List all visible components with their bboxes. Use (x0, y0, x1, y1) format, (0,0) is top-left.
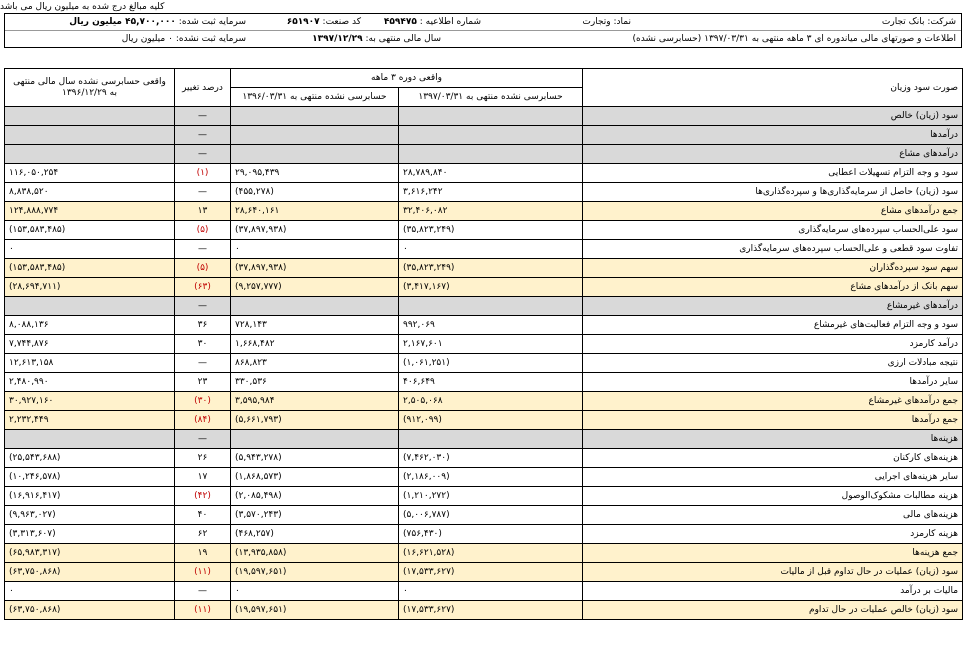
col-year-header: واقعی حسابرسی نشده سال مالی منتهی به ۱۳۹۶/۱۲/۲۹ (5, 69, 175, 107)
row-label: هزینه‌های کارکنان (583, 449, 963, 468)
change-percent: (۶۳) (175, 278, 231, 297)
fiscal-year-value: ۲,۲۳۲,۴۴۹ (5, 411, 175, 430)
current-period-value: ۳۲,۴۰۶,۰۸۲ (399, 202, 583, 221)
table-header-row (5, 69, 963, 88)
change-percent: — (175, 126, 231, 145)
table-row (5, 468, 963, 487)
company-name: بانک تجارت (881, 17, 925, 27)
fiscal-year-value: (۱۶,۹۱۶,۴۱۷) (5, 487, 175, 506)
previous-period-value: ۰ (231, 582, 399, 601)
current-period-value: (۱,۰۶۱,۲۵۱) (399, 354, 583, 373)
table-row (5, 373, 963, 392)
row-label: جمع درآمدهای غیرمشاع (583, 392, 963, 411)
table-row (5, 259, 963, 278)
table-row (5, 525, 963, 544)
income-statement-table (4, 68, 963, 620)
table-row (5, 221, 963, 240)
current-period-value: (۱۷,۵۳۳,۶۲۷) (399, 601, 583, 620)
row-label: سود (زیان) خالص عملیات در حال تداوم (583, 601, 963, 620)
description-cell (446, 31, 961, 47)
previous-period-value: ۸۶۸,۸۲۳ (231, 354, 399, 373)
change-percent: — (175, 107, 231, 126)
previous-period-value: (۵,۶۶۱,۷۹۳) (231, 411, 399, 430)
current-period-value (399, 145, 583, 164)
table-body (5, 107, 963, 620)
previous-period-value: (۴۶۸,۲۵۷) (231, 525, 399, 544)
change-percent: ۱۳ (175, 202, 231, 221)
fiscal-year-value: (۶۳,۷۵۰,۸۶۸) (5, 563, 175, 582)
current-period-value: ۰ (399, 582, 583, 601)
row-label: سایر درآمدها (583, 373, 963, 392)
row-label: هزینه‌ها (583, 430, 963, 449)
change-percent: (۱) (175, 164, 231, 183)
previous-period-value (231, 145, 399, 164)
change-percent: ۲۳ (175, 373, 231, 392)
current-period-value: ۲۸,۷۸۹,۸۴۰ (399, 164, 583, 183)
table-row (5, 411, 963, 430)
current-period-value: (۲,۱۸۶,۰۰۹) (399, 468, 583, 487)
fiscal-year-value: ۱۳۹۷/۱۲/۲۹ (312, 34, 363, 44)
table-row (5, 430, 963, 449)
previous-period-value: (۳۷,۸۹۷,۹۳۸) (231, 259, 399, 278)
units-note: کلیه مبالغ درج شده به میلیون ریال می باشد (0, 2, 165, 12)
table-row (5, 563, 963, 582)
current-period-value (399, 126, 583, 145)
industry-value: ۶۵۱۹۰۷ (286, 17, 320, 27)
table-row (5, 278, 963, 297)
table-row (5, 183, 963, 202)
fiscal-year-value: ۸,۸۳۸,۵۲۰ (5, 183, 175, 202)
current-period-value: ۴۰۶,۶۴۹ (399, 373, 583, 392)
notice-label: شماره اطلاعیه : (419, 17, 481, 27)
change-percent: (۱۱) (175, 563, 231, 582)
previous-period-value: ۰ (231, 240, 399, 259)
fiscal-year-value (5, 107, 175, 126)
unregistered-capital-cell (5, 31, 251, 47)
row-label: هزینه کارمزد (583, 525, 963, 544)
change-percent: — (175, 582, 231, 601)
change-percent: ۶۲ (175, 525, 231, 544)
change-percent: ۳۶ (175, 316, 231, 335)
previous-period-value: ۱,۶۶۸,۴۸۲ (231, 335, 399, 354)
current-period-value: (۳۵,۸۲۳,۲۴۹) (399, 259, 583, 278)
current-period-value: ۲,۱۶۷,۶۰۱ (399, 335, 583, 354)
current-period-value (399, 107, 583, 126)
row-label: سود (زیان) عملیات در حال تداوم قبل از مالیات (583, 563, 963, 582)
table-row (5, 145, 963, 164)
table-row (5, 240, 963, 259)
col-period-group-header: واقعی دوره ۳ ماهه (231, 69, 583, 88)
fiscal-year-value: (۶۳,۷۵۰,۸۶۸) (5, 601, 175, 620)
capital-value: ۴۵,۷۰۰,۰۰۰ میلیون ریال (69, 17, 176, 27)
fiscal-year-value: (۲۵,۵۴۳,۶۸۸) (5, 449, 175, 468)
row-label: سود علی‌الحساب سپرده‌های سرمایه‌گذاری (583, 221, 963, 240)
row-label: جمع درآمدها (583, 411, 963, 430)
header-row-1 (5, 14, 961, 31)
fiscal-year-cell (251, 31, 446, 47)
row-label: درآمد کارمزد (583, 335, 963, 354)
row-label: جمع هزینه‌ها (583, 544, 963, 563)
row-label: مالیات بر درآمد (583, 582, 963, 601)
current-period-value: (۷۵۶,۴۳۰) (399, 525, 583, 544)
notice-value: ۴۵۹۴۷۵ (383, 17, 417, 27)
current-period-value: ۳,۶۱۶,۲۴۲ (399, 183, 583, 202)
report-header (4, 13, 962, 48)
row-label: درآمدها (583, 126, 963, 145)
table-row (5, 107, 963, 126)
fiscal-year-value: ۸,۰۸۸,۱۳۶ (5, 316, 175, 335)
header-row-2 (5, 31, 961, 47)
table-row (5, 487, 963, 506)
current-period-value: ۰ (399, 240, 583, 259)
current-period-value: (۵,۰۰۶,۷۸۷) (399, 506, 583, 525)
row-label: سود و وجه التزام فعالیت‌های غیرمشاع (583, 316, 963, 335)
previous-period-value (231, 126, 399, 145)
previous-period-value: ۳,۵۹۵,۹۸۴ (231, 392, 399, 411)
fiscal-year-value (5, 126, 175, 145)
current-period-value: (۱,۲۱۰,۲۷۲) (399, 487, 583, 506)
current-period-value: (۳,۴۱۷,۱۶۷) (399, 278, 583, 297)
current-period-value (399, 297, 583, 316)
fiscal-year-value: ۰ (5, 240, 175, 259)
fiscal-year-value: ۱۲,۶۱۳,۱۵۸ (5, 354, 175, 373)
col-current-header: حسابرسی نشده منتهی به ۱۳۹۷/۰۳/۳۱ (399, 88, 583, 107)
company-cell (636, 14, 961, 30)
previous-period-value: (۳۷,۸۹۷,۹۳۸) (231, 221, 399, 240)
table-row (5, 449, 963, 468)
fiscal-year-label: سال مالی منتهی به: (365, 34, 441, 44)
table-row (5, 316, 963, 335)
fiscal-year-value: ۰ (5, 582, 175, 601)
current-period-value: ۲,۵۰۵,۰۶۸ (399, 392, 583, 411)
table-row (5, 164, 963, 183)
industry-label: کد صنعت: (322, 17, 361, 27)
col-previous-header: حسابرسی نشده منتهی به ۱۳۹۶/۰۳/۳۱ (231, 88, 399, 107)
col-item-header: صورت سود وزیان (583, 69, 963, 107)
fiscal-year-value: ۳۰,۹۲۷,۱۶۰ (5, 392, 175, 411)
fiscal-year-value: (۱۰,۲۴۶,۵۷۸) (5, 468, 175, 487)
change-percent: — (175, 297, 231, 316)
fiscal-year-value: (۳,۳۱۳,۶۰۷) (5, 525, 175, 544)
fiscal-year-value: ۷,۷۴۴,۸۷۶ (5, 335, 175, 354)
previous-period-value: ۲۹,۰۹۵,۴۳۹ (231, 164, 399, 183)
table-row (5, 601, 963, 620)
change-percent: (۴۲) (175, 487, 231, 506)
fiscal-year-value: ۱۲۴,۸۸۸,۷۷۴ (5, 202, 175, 221)
table-row (5, 335, 963, 354)
change-percent: — (175, 183, 231, 202)
row-label: سود (زیان) خالص (583, 107, 963, 126)
previous-period-value: (۴۵۵,۲۷۸) (231, 183, 399, 202)
unregistered-capital-value: ۰ میلیون ریال (121, 34, 173, 44)
previous-period-value (231, 430, 399, 449)
row-label: درآمدهای غیرمشاع (583, 297, 963, 316)
change-percent: ۱۷ (175, 468, 231, 487)
previous-period-value: (۲,۰۸۵,۴۹۸) (231, 487, 399, 506)
change-percent: — (175, 145, 231, 164)
row-label: سهم سود سپرده‌گذاران (583, 259, 963, 278)
previous-period-value: (۵,۹۴۳,۲۷۸) (231, 449, 399, 468)
capital-label: سرمایه ثبت شده: (178, 17, 246, 27)
row-label: سود و وجه التزام تسهیلات اعطایی (583, 164, 963, 183)
current-period-value: (۱۶,۶۲۱,۵۲۸) (399, 544, 583, 563)
row-label: سهم بانک از درآمدهای مشاع (583, 278, 963, 297)
table-row (5, 126, 963, 145)
row-label: هزینه‌های مالی (583, 506, 963, 525)
row-label: جمع درآمدهای مشاع (583, 202, 963, 221)
previous-period-value: ۷۲۸,۱۴۳ (231, 316, 399, 335)
previous-period-value: (۱۹,۵۹۷,۶۵۱) (231, 601, 399, 620)
change-percent: ۱۹ (175, 544, 231, 563)
previous-period-value: ۲۸,۶۴۰,۱۶۱ (231, 202, 399, 221)
change-percent: (۵) (175, 259, 231, 278)
change-percent: (۵) (175, 221, 231, 240)
row-label: درآمدهای مشاع (583, 145, 963, 164)
fiscal-year-value (5, 297, 175, 316)
capital-cell (5, 14, 251, 30)
unregistered-capital-label: سرمایه ثبت نشده: (175, 34, 246, 44)
change-percent: ۳۰ (175, 335, 231, 354)
previous-period-value: (۱۹,۵۹۷,۶۵۱) (231, 563, 399, 582)
change-percent: — (175, 354, 231, 373)
company-label: شرکت: (927, 17, 956, 27)
row-label: نتیجه مبادلات ارزی (583, 354, 963, 373)
fiscal-year-value: ۱۱۶,۰۵۰,۲۵۴ (5, 164, 175, 183)
previous-period-value: (۱۳,۹۳۵,۸۵۸) (231, 544, 399, 563)
previous-period-value (231, 107, 399, 126)
current-period-value: (۹۱۲,۰۹۹) (399, 411, 583, 430)
table-row (5, 544, 963, 563)
symbol-label: نماد: (613, 17, 631, 27)
change-percent: (۱۱) (175, 601, 231, 620)
previous-period-value: ۳۳۰,۵۳۶ (231, 373, 399, 392)
table-row (5, 202, 963, 221)
fiscal-year-value (5, 145, 175, 164)
table-row (5, 354, 963, 373)
change-percent: (۳۰) (175, 392, 231, 411)
current-period-value: (۱۷,۵۳۳,۶۲۷) (399, 563, 583, 582)
current-period-value: ۹۹۲,۰۶۹ (399, 316, 583, 335)
previous-period-value: (۳,۵۷۰,۲۴۳) (231, 506, 399, 525)
col-change-header: درصد تغییر (175, 69, 231, 107)
symbol-cell (486, 14, 636, 30)
row-label: سود (زیان) حاصل از سرمایه‌گذاری‌ها و سپرده‌گذاری‌ها (583, 183, 963, 202)
previous-period-value: (۹,۲۵۷,۷۷۷) (231, 278, 399, 297)
fiscal-year-value: ۲,۴۸۰,۹۹۰ (5, 373, 175, 392)
current-period-value: (۷,۴۶۲,۰۳۰) (399, 449, 583, 468)
notice-cell (366, 14, 486, 30)
change-percent: — (175, 430, 231, 449)
previous-period-value (231, 297, 399, 316)
table-row (5, 582, 963, 601)
table-row (5, 392, 963, 411)
change-percent: — (175, 240, 231, 259)
change-percent: ۲۶ (175, 449, 231, 468)
table-row (5, 506, 963, 525)
fiscal-year-value: (۹,۹۶۳,۰۲۷) (5, 506, 175, 525)
table-row (5, 297, 963, 316)
row-label: سایر هزینه‌های اجرایی (583, 468, 963, 487)
industry-cell (251, 14, 366, 30)
fiscal-year-value: (۲۸,۶۹۴,۷۱۱) (5, 278, 175, 297)
previous-period-value: (۱,۸۶۸,۵۷۳) (231, 468, 399, 487)
current-period-value: (۳۵,۸۲۳,۲۴۹) (399, 221, 583, 240)
report-description: اطلاعات و صورتهای مالی میاندوره ای ۳ ماهه منتهی به ۱۳۹۷/۰۳/۳۱ (حسابرسی نشده) (632, 34, 956, 44)
change-percent: ۴۰ (175, 506, 231, 525)
fiscal-year-value: (۱۵۳,۵۸۳,۴۸۵) (5, 259, 175, 278)
row-label: تفاوت سود قطعی و علی‌الحساب سپرده‌های سرمایه‌گذاری (583, 240, 963, 259)
fiscal-year-value: (۶۵,۹۸۳,۳۱۷) (5, 544, 175, 563)
current-period-value (399, 430, 583, 449)
row-label: هزینه مطالبات مشکوک‌الوصول (583, 487, 963, 506)
change-percent: (۸۴) (175, 411, 231, 430)
fiscal-year-value: (۱۵۳,۵۸۳,۴۸۵) (5, 221, 175, 240)
fiscal-year-value (5, 430, 175, 449)
symbol-value: وتجارت (582, 17, 611, 27)
